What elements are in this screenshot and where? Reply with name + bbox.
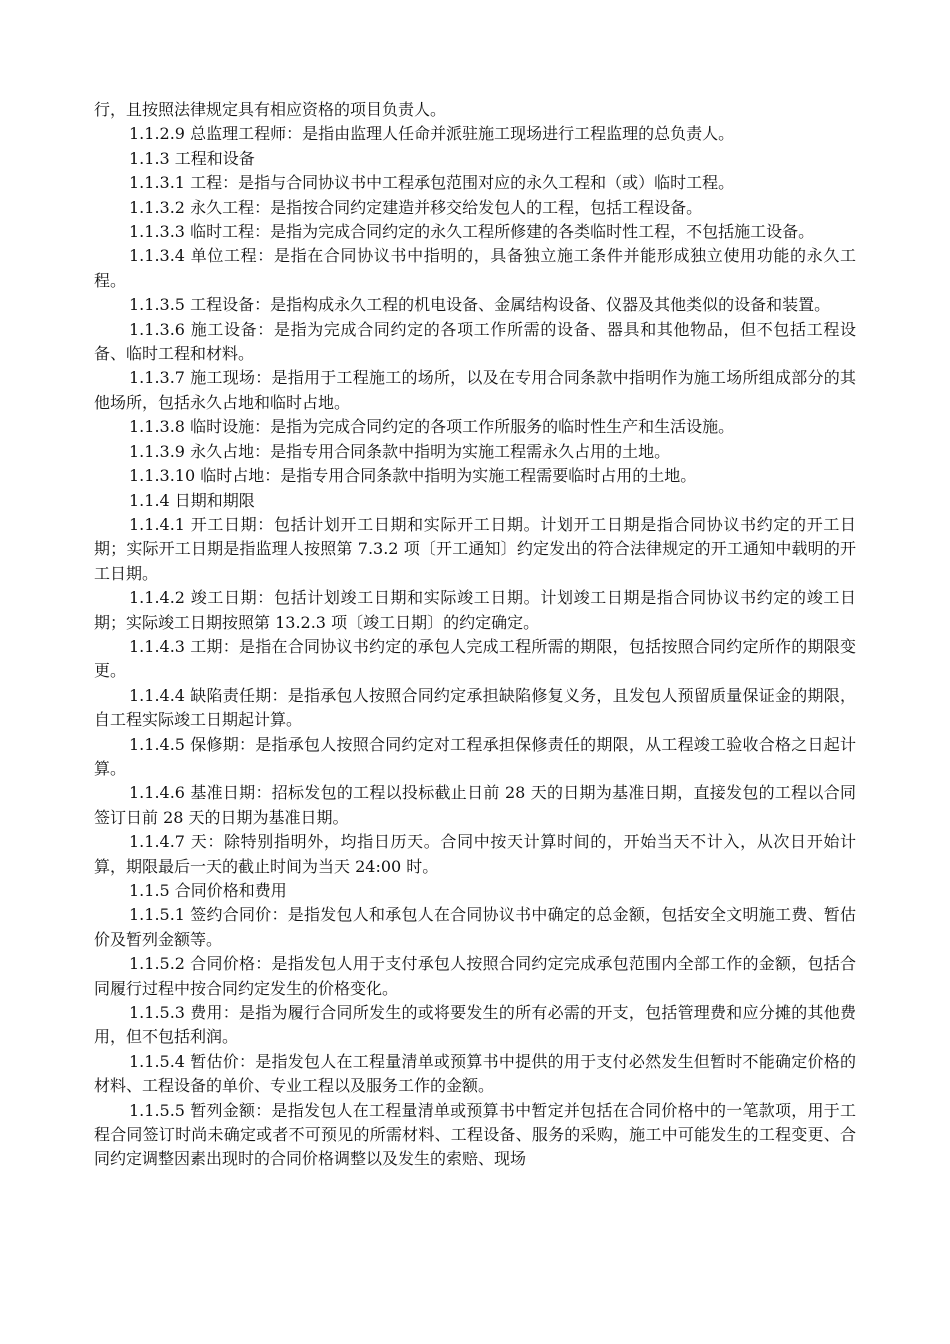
clause-1-1-4-5: 1.1.4.5 保修期：是指承包人按照合同约定对工程承担保修责任的期限，从工程竣工验收合格之日起计算。 <box>94 734 856 778</box>
clause-1-1-5-4: 1.1.5.4 暂估价：是指发包人在工程量清单或预算书中提供的用于支付必然发生但暂时不能确定价格的材料、工程设备的单价、专业工程以及服务工作的金额。 <box>94 1051 856 1096</box>
section-heading-1-1-4: 1.1.4 日期和期限 <box>129 490 255 510</box>
clause-1-1-5-2: 1.1.5.2 合同价格：是指发包人用于支付承包人按照合同约定完成承包范围内全部工作的金额，包括合同履行过程中按合同约定发生的价格变化。 <box>94 954 856 998</box>
section-heading-1-1-3: 1.1.3 工程和设备 <box>129 148 255 168</box>
clause-1-1-3-5: 1.1.3.5 工程设备：是指构成永久工程的机电设备、金属结构设备、仪器及其他类似的设备和装置。 <box>129 295 831 315</box>
clause-1-1-4-4: 1.1.4.4 缺陷责任期：是指承包人按照合同约定承担缺陷修复义务，且发包人预留质量保证金的期限，自工程实际竣工日期起计算。 <box>94 685 856 730</box>
clause-1-1-3-4: 1.1.3.4 单位工程：是指在合同协议书中指明的，具备独立施工条件并能形成独立使用功能的永久工程。 <box>94 246 856 290</box>
clause-1-1-3-9: 1.1.3.9 永久占地：是指专用合同条款中指明为实施工程需永久占用的土地。 <box>129 441 671 461</box>
document-body <box>94 98 856 1172</box>
clause-1-1-4-1: 1.1.4.1 开工日期：包括计划开工日期和实际开工日期。计划开工日期是指合同协议书约定的开工日期；实际开工日期是指监理人按照第 7.3.2 项〔开工通知〕约定发出的符合法律规定的开工通知中载明的开工日期。 <box>94 514 856 583</box>
clause-1-1-4-6: 1.1.4.6 基准日期：招标发包的工程以投标截止日前 28 天的日期为基准日期，直接发包的工程以合同签订日前 28 天的日期为基准日期。 <box>94 783 856 827</box>
clause-1-1-5-1: 1.1.5.1 签约合同价：是指发包人和承包人在合同协议书中确定的总金额，包括安全文明施工费、暂估价及暂列金额等。 <box>94 905 856 949</box>
paragraph-continuation: 行，且按照法律规定具有相应资格的项目负责人。 <box>94 100 447 119</box>
clause-1-1-2-9: 1.1.2.9 总监理工程师：是指由监理人任命并派驻施工现场进行工程监理的总负责人。 <box>129 124 735 144</box>
clause-1-1-4-7: 1.1.4.7 天：除特别指明外，均指日历天。合同中按天计算时间的，开始当天不计入，从次日开始计算，期限最后一天的截止时间为当天 24:00 时。 <box>94 832 856 876</box>
section-heading-1-1-5: 1.1.5 合同价格和费用 <box>129 881 287 900</box>
clause-1-1-3-3: 1.1.3.3 临时工程：是指为完成合同约定的永久工程所修建的各类临时性工程，不包括施工设备。 <box>129 222 815 242</box>
clause-1-1-5-5: 1.1.5.5 暂列金额：是指发包人在工程量清单或预算书中暂定并包括在合同价格中的一笔款项，用于工程合同签订时尚未确定或者不可预见的所需材料、工程设备、服务的采购，施工中可能发生的工程变更、合同约定调整因素出现时的合同价格调整以及发生的索赔、现场 <box>94 1100 856 1169</box>
clause-1-1-5-3: 1.1.5.3 费用：是指为履行合同所发生的或将要发生的所有必需的开支，包括管理费和应分摊的其他费用，但不包括利润。 <box>94 1003 856 1047</box>
clause-1-1-4-2: 1.1.4.2 竣工日期：包括计划竣工日期和实际竣工日期。计划竣工日期是指合同协议书约定的竣工日期；实际竣工日期按照第 13.2.3 项〔竣工日期〕的约定确定。 <box>94 588 856 632</box>
clause-1-1-3-7: 1.1.3.7 施工现场：是指用于工程施工的场所，以及在专用合同条款中指明作为施工场所组成部分的其他场所，包括永久占地和临时占地。 <box>94 368 856 412</box>
clause-1-1-3-1: 1.1.3.1 工程：是指与合同协议书中工程承包范围对应的永久工程和（或）临时工程。 <box>129 173 735 193</box>
clause-1-1-3-10: 1.1.3.10 临时占地：是指专用合同条款中指明为实施工程需要临时占用的土地。 <box>129 466 697 486</box>
clause-1-1-3-2: 1.1.3.2 永久工程：是指按合同约定建造并移交给发包人的工程，包括工程设备。 <box>129 197 703 217</box>
clause-1-1-3-6: 1.1.3.6 施工设备：是指为完成合同约定的各项工作所需的设备、器具和其他物品，但不包括工程设备、临时工程和材料。 <box>94 319 856 364</box>
clause-1-1-4-3: 1.1.4.3 工期：是指在合同协议书约定的承包人完成工程所需的期限，包括按照合同约定所作的期限变更。 <box>94 636 856 681</box>
clause-1-1-3-8: 1.1.3.8 临时设施：是指为完成合同约定的各项工作所服务的临时性生产和生活设施。 <box>129 417 735 437</box>
